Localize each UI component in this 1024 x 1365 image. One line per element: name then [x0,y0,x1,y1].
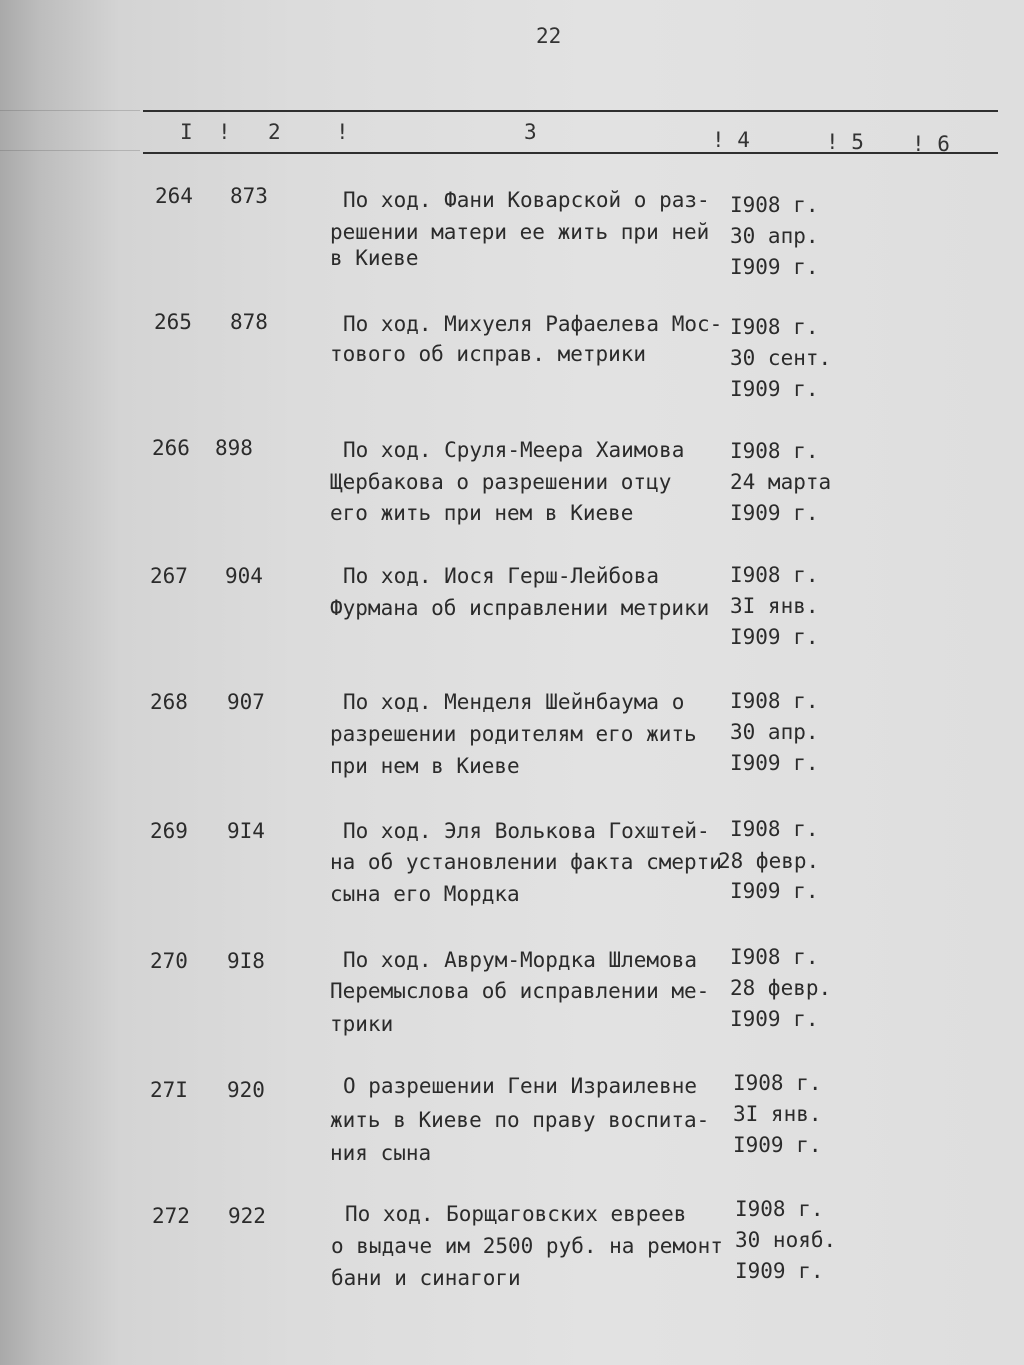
row-number: 268 [150,690,188,714]
row-number: 272 [152,1204,190,1228]
file-number: 922 [228,1204,266,1228]
date-start: I908 г. [730,689,819,713]
row-number: 269 [150,819,188,843]
date-start: I908 г. [730,945,819,969]
row-number: 265 [154,310,192,334]
description-line: его жить при нем в Киеве [330,501,634,525]
file-number: 9I4 [227,819,265,843]
date-start: I908 г. [733,1071,822,1095]
date-day: 30 апр. [730,720,819,744]
date-end: I909 г. [730,1007,819,1031]
date-day: 3I янв. [733,1102,822,1126]
date-end: I909 г. [733,1133,822,1157]
underlying-page-shadow [0,0,140,1365]
header-col-2: 2 [268,120,281,144]
file-number: 920 [227,1078,265,1102]
description-line: Щербакова о разрешении отцу [330,470,672,494]
date-day: 3I янв. [730,594,819,618]
date-day: 30 нояб. [735,1228,837,1252]
description-line: при нем в Киеве [330,754,520,778]
date-day: 24 марта [730,470,832,494]
date-end: I909 г. [730,879,819,903]
date-start: I908 г. [730,439,819,463]
header-separator: ! [218,120,231,144]
date-end: I909 г. [730,377,819,401]
header-separator: ! [336,120,349,144]
description-line: По ход. Сруля-Меера Хаимова [343,438,685,462]
date-start: I908 г. [730,817,819,841]
description-line: По ход. Михуеля Рафаелева Мос- [343,312,723,336]
date-end: I909 г. [735,1259,824,1283]
description-line: Перемыслова об исправлении ме- [330,979,710,1003]
description-line: ния сына [330,1141,432,1165]
date-start: I908 г. [730,563,819,587]
file-number: 9I8 [227,949,265,973]
description-line: По ход. Иося Герш-Лейбова [343,564,660,588]
file-number: 878 [230,310,268,334]
description-line: на об установлении факта смерти [330,850,722,874]
header-bottom-rule [143,152,998,154]
description-line: По ход. Менделя Шейнбаума о [343,690,685,714]
file-number: 904 [225,564,263,588]
description-line: жить в Киеве по праву воспита- [330,1108,710,1132]
row-number: 266 [152,436,190,460]
description-line: трики [330,1012,394,1036]
header-col-1: I [180,120,193,144]
description-line: разрешении родителям его жить [330,722,697,746]
header-col-3: 3 [524,120,537,144]
date-end: I909 г. [730,255,819,279]
date-end: I909 г. [730,751,819,775]
date-start: I908 г. [730,315,819,339]
date-day: 28 февр. [718,849,820,873]
file-number: 898 [215,436,253,460]
date-day: 30 апр. [730,224,819,248]
row-number: 270 [150,949,188,973]
description-line: По ход. Фани Коварской о раз- [343,188,710,212]
file-number: 907 [227,690,265,714]
row-number: 264 [155,184,193,208]
description-line: в Киеве [330,246,419,270]
description-line: О разрешении Гени Израилевне [343,1074,698,1098]
date-day: 28 февр. [730,976,832,1000]
description-line: По ход. Эля Волькова Гохштей- [343,819,710,843]
description-line: По ход. Борщаговских евреев [345,1202,687,1226]
row-number: 27I [150,1078,188,1102]
description-line: бани и синагоги [331,1266,521,1290]
description-line: По ход. Аврум-Мордка Шлемова [343,948,698,972]
description-line: сына его Мордка [330,882,520,906]
description-line: решении матери ее жить при ней [330,220,710,244]
header-col-6: ! 6 [912,132,950,156]
file-number: 873 [230,184,268,208]
date-end: I909 г. [730,501,819,525]
header-col-4: ! 4 [712,128,750,152]
description-line: Фурмана об исправлении метрики [330,596,710,620]
page-number: 22 [536,24,562,48]
row-number: 267 [150,564,188,588]
date-start: I908 г. [730,193,819,217]
description-line: тового об исправ. метрики [330,342,647,366]
description-line: о выдаче им 2500 руб. на ремонт [331,1234,723,1258]
date-start: I908 г. [735,1197,824,1221]
date-day: 30 сент. [730,346,832,370]
header-col-5: ! 5 [826,130,864,154]
header-top-rule [143,110,998,112]
date-end: I909 г. [730,625,819,649]
